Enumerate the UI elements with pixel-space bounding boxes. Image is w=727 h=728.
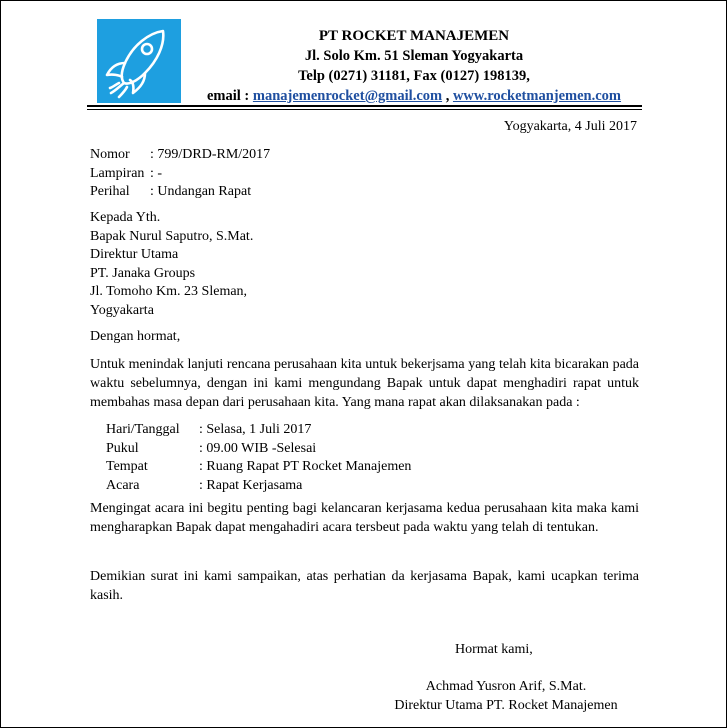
- detail-row: [106, 421, 411, 440]
- detail-value: : Rapat Kerjasama: [199, 477, 303, 493]
- recipient-line: Direktur Utama: [90, 247, 179, 262]
- recipient-line: Bapak Nurul Saputro, S.Mat.: [90, 228, 254, 244]
- company-address: Jl. Solo Km. 51 Sleman Yogyakarta: [304, 48, 524, 64]
- closing-phrase: Hormat kami,: [455, 642, 533, 657]
- meta-row: [90, 165, 270, 184]
- meta-label: Perihal: [90, 184, 130, 199]
- email-link[interactable]: manajemenrocket@gmail.com: [252, 88, 443, 104]
- salutation: Dengan hormat,: [90, 329, 181, 344]
- company-phone: Telp (0271) 31181, Fax (0127) 198139,: [298, 68, 530, 84]
- recipient-block: [90, 209, 253, 320]
- letter-meta: [90, 146, 270, 202]
- rocket-icon: [97, 19, 181, 103]
- body-paragraph-1: Untuk menindak lanjuti rencana perusahaan kita untuk bekerjsama yang telah kita bicarakan pada waktu sebelumnya, dengan ini kami mengundang Bapak untuk dapat menghadiri rapat untuk membahas masa depan dari perusahaan kita. Yang mana rapat akan dilaksanakan pada :: [90, 357, 639, 410]
- recipient-line: Jl. Tomoho Km. 23 Sleman,: [90, 284, 248, 299]
- meta-row: [90, 146, 270, 165]
- signature-block: [381, 678, 631, 715]
- signer-title: Direktur Utama PT. Rocket Manajemen: [394, 697, 618, 713]
- meta-label: Nomor: [90, 147, 130, 162]
- letterhead: [201, 26, 627, 106]
- meta-value: : 799/DRD-RM/2017: [150, 147, 271, 162]
- meta-row: [90, 183, 270, 202]
- detail-row: [106, 477, 411, 496]
- detail-value: : 09.00 WIB -Selesai: [199, 440, 317, 456]
- company-contact: [201, 86, 627, 106]
- meta-label: Lampiran: [90, 165, 145, 181]
- detail-label: Acara: [106, 477, 140, 493]
- letterhead-divider: [87, 105, 642, 110]
- company-name: PT ROCKET MANAJEMEN: [318, 28, 510, 44]
- contact-separator: ,: [442, 88, 453, 104]
- detail-label: Pukul: [106, 440, 139, 456]
- meeting-details: [106, 421, 411, 495]
- meta-value: : Undangan Rapat: [150, 184, 252, 199]
- letter-date: Yogyakarta, 4 Juli 2017: [503, 119, 637, 134]
- detail-label: Tempat: [106, 459, 148, 474]
- detail-label: Hari/Tanggal: [106, 422, 180, 437]
- meta-value: : -: [150, 165, 163, 181]
- detail-row: [106, 458, 411, 477]
- recipient-line: PT. Janaka Groups: [90, 265, 196, 281]
- website-link[interactable]: www.rocketmanjemen.com: [452, 88, 622, 104]
- body-paragraph-2: Mengingat acara ini begitu penting bagi kelancaran kerjasama kedua perusahaan kita maka kami mengharapkan Bapak dapat mengahadiri acara tersbeut pada waktu yang telah di tentukan.: [90, 501, 639, 535]
- detail-value: : Selasa, 1 Juli 2017: [199, 422, 312, 437]
- signer-name: Achmad Yusron Arif, S.Mat.: [425, 679, 587, 694]
- body-paragraph-3: Demikian surat ini kami sampaikan, atas perhatian da kerjasama Bapak, kami ucapkan terima kasih.: [90, 569, 639, 603]
- email-label: email :: [206, 88, 250, 104]
- recipient-line: Yogyakarta: [90, 302, 154, 318]
- detail-value: : Ruang Rapat PT Rocket Manajemen: [199, 459, 412, 474]
- detail-row: [106, 440, 411, 459]
- recipient-line: Kepada Yth.: [90, 210, 161, 225]
